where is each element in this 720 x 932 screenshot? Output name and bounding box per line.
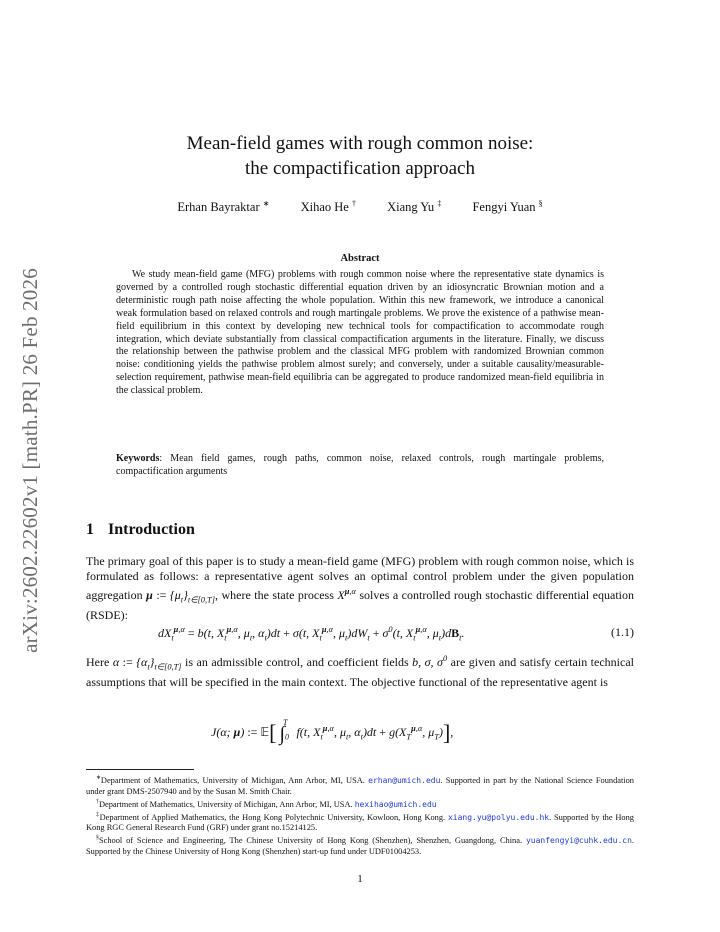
intro-paragraph-1: The primary goal of this paper is to study a mean-field game (MFG) problem with rough common noise, which is formulated as follows: a representative agent solves an optimal control problem under the given population aggregation μ := $\{\mu_t\}_{t\in[0,T]}$, where the state process $X^{\mu,\alpha}$ solves a controlled rough stochastic differential equation (RSDE): xyxy=(86,554,635,622)
author-list xyxy=(86,199,634,215)
email-link[interactable]: erhan@umich.edu xyxy=(368,775,441,785)
email-link[interactable]: yuanfengyi@cuhk.edu.cn xyxy=(525,836,632,846)
section-heading: 1 Introduction xyxy=(86,521,195,538)
title-line-2: the compactification approach xyxy=(244,158,475,179)
footnote: †Department of Mathematics, University of Michigan, Ann Arbor, MI, USA. hexihao@umich.edu xyxy=(96,798,437,809)
author: Fengyi Yuan § xyxy=(472,199,543,215)
equation-number: (1.1) xyxy=(611,625,634,639)
footnote: ‡Department of Applied Mathematics, the Hong Kong Polytechnic University, Kowloon, Hong Kong. xiang.yu@polyu.edu.hk. Supported by the Hong Kong RGC General Research Fund (GRF) under grant no.15214125. xyxy=(86,811,634,833)
paper-title xyxy=(86,131,634,181)
footnote: ∗Department of Mathematics, University of Michigan, Ann Arbor, MI, USA. erhan@umich.edu. Supported in part by the National Science Foundation under grant DMS-2507940 and by the Susan M. Smith Chair. xyxy=(86,775,634,796)
author: Erhan Bayraktar ∗ xyxy=(177,199,270,215)
keywords-label: Keywords xyxy=(116,453,160,464)
email-link[interactable]: hexihao@umich.edu xyxy=(354,799,437,809)
intro-paragraph-2: Here α := $\{\alpha_t\}_{t\in[0,T]}$ is an admissible control, and coefficient fields b, σ, $\sigma^0$ are given and satisfy certain technical assumptions that will be specified in the main context. The objective functional of the representative agent is xyxy=(86,654,634,689)
abstract-text: We study mean-field game (MFG) problems with rough common noise where the representative state dynamics is governed by a controlled rough stochastic differential equation driven by an idiosyncratic Brownian motion and a deterministic rough path noise affecting the whole population. Within this new framework, we introduce a canonical weak formulation based on relaxed controls and rough martingale problems. We prove the existence of a pathwise mean-field equilibrium in this context by developing new technical tools for compactification to accommodate rough integration, which deviate substantially from classical compactification arguments in the literature. Finally, we discuss the relationship between the pathwise problem and the classical MFG problem with randomized Brownian common noise: conditioning yields the pathwise problem almost surely; and conversely, under a suitable causality/measurable-selection requirement, pathwise mean-field equilibria can be aggregated to produce randomized mean-field equilibria in the classical problem. xyxy=(116,269,604,397)
author: Xiang Yu ‡ xyxy=(387,199,442,215)
author: Xihao He † xyxy=(300,199,356,215)
title-line-1: Mean-field games with rough common noise: xyxy=(186,133,534,154)
keywords xyxy=(116,453,604,479)
page-number: 1 xyxy=(357,873,363,885)
footnotes xyxy=(86,773,634,857)
objective-functional-equation: J(α; μ) := 𝔼[ $\int_0^T$ f(t, $X_t^{\mu,\alpha}$, $\mu_t$, $\alpha_t)dt + g(X_T^{\mu,\alpha}$, $\mu_T$)], xyxy=(211,718,454,745)
email-link[interactable]: xiang.yu@polyu.edu.hk xyxy=(447,812,550,822)
arxiv-identifier-stamp: arXiv:2602.22602v1 [math.PR] 26 Feb 2026 xyxy=(17,267,42,653)
keywords-text: : Mean field games, rough paths, common noise, relaxed controls, rough martingale problems, compactification arguments xyxy=(116,453,604,477)
abstract-heading: Abstract xyxy=(340,253,380,264)
footnote-rule xyxy=(86,769,194,770)
footnote: §School of Science and Engineering, The Chinese University of Hong Kong (Shenzhen), Shenzhen, Guangdong, China. yuanfengyi@cuhk.edu.cn. Supported by the Chinese University of Hong Kong (Shenzhen) start-up fund under UDF01004253. xyxy=(86,835,634,857)
